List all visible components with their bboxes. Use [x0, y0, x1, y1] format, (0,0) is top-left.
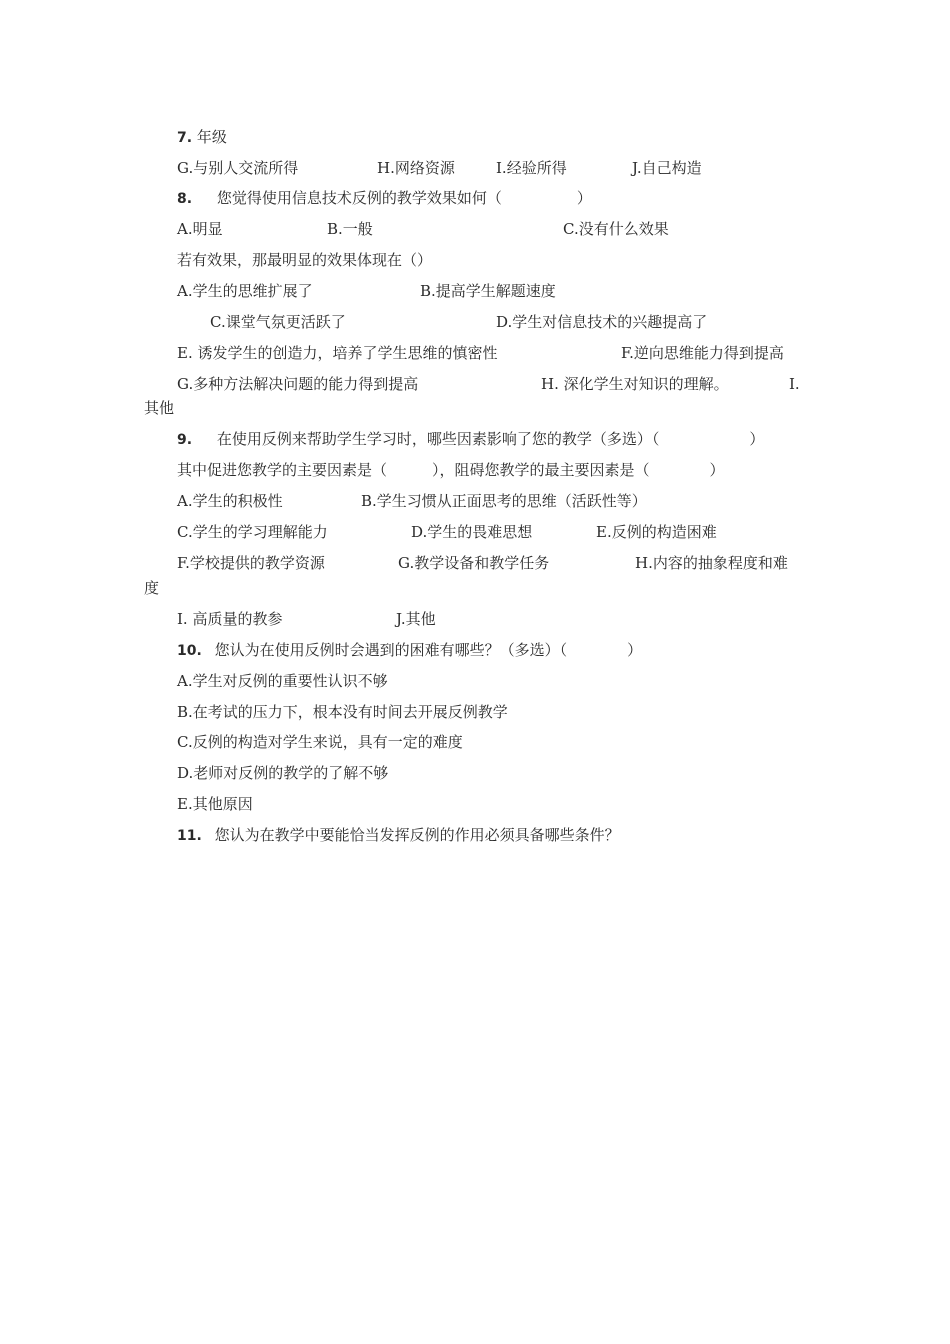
effect-f: F.逆向思维能力得到提高	[621, 344, 784, 362]
question-number: 10.	[177, 643, 202, 659]
option-7j: J.自己构造	[632, 159, 702, 177]
effect-e: E. 诱发学生的创造力，培养了学生思维的慎密性	[177, 344, 498, 362]
option-9j: J.其他	[396, 610, 436, 628]
followup-8: 若有效果，那最明显的效果体现在（）	[177, 251, 433, 269]
option-8b: B.一般	[327, 220, 373, 238]
effect-b: B.提高学生解题速度	[420, 282, 556, 300]
option-8a: A.明显	[177, 220, 223, 238]
question-9	[177, 429, 764, 450]
question-8	[177, 188, 592, 209]
question-7	[177, 127, 227, 148]
option-9h-wrap: 度	[144, 579, 160, 597]
option-7g: G.与别人交流所得	[177, 159, 299, 177]
option-7i: I.经验所得	[496, 159, 567, 177]
option-8c: C.没有什么效果	[563, 220, 669, 238]
option-9d: D.学生的畏难思想	[411, 523, 533, 541]
option-9h: H.内容的抽象程度和难	[635, 554, 788, 572]
option-9a: A.学生的积极性	[177, 492, 283, 510]
option-10a: A.学生对反例的重要性认识不够	[177, 672, 388, 690]
question-number: 7.	[177, 130, 193, 146]
option-9e: E.反例的构造困难	[596, 523, 717, 541]
question-text: 年级	[196, 128, 227, 146]
option-10b: B.在考试的压力下，根本没有时间去开展反例教学	[177, 703, 508, 721]
option-7h: H.网络资源	[377, 159, 455, 177]
option-9c: C.学生的学习理解能力	[177, 523, 328, 541]
question-text: 在使用反例来帮助学生学习时，哪些因素影响了您的教学（多选）（ ）	[216, 430, 765, 448]
effect-g: G.多种方法解决问题的能力得到提高	[177, 375, 419, 393]
effect-d: D.学生对信息技术的兴趣提高了	[496, 313, 708, 331]
effect-c: C.课堂气氛更活跃了	[210, 313, 346, 331]
question-text: 您觉得使用信息技术反例的教学效果如何（ ）	[216, 189, 592, 207]
question-number: 11.	[177, 828, 202, 844]
option-10d: D.老师对反例的教学的了解不够	[177, 764, 389, 782]
question-number: 9.	[177, 432, 193, 448]
option-9g: G.教学设备和教学任务	[398, 554, 550, 572]
question-text: 您认为在教学中要能恰当发挥反例的作用必须具备哪些条件？	[214, 826, 620, 844]
effect-a: A.学生的思维扩展了	[177, 282, 313, 300]
followup-9: 其中促进您教学的主要因素是（ ），阻碍您教学的最主要因素是（ ）	[177, 461, 725, 479]
option-9b: B.学生习惯从正面思考的思维（活跃性等）	[361, 492, 647, 510]
question-number: 8.	[177, 191, 193, 207]
question-text: 您认为在使用反例时会遇到的困难有哪些？（多选）（ ）	[214, 641, 643, 659]
effect-i: I.	[789, 375, 800, 393]
option-10c: C.反例的构造对学生来说，具有一定的难度	[177, 733, 463, 751]
question-10	[177, 640, 642, 661]
option-10e: E.其他原因	[177, 795, 253, 813]
effect-i-wrap: 其他	[144, 399, 175, 417]
question-11	[177, 825, 620, 846]
effect-h: H. 深化学生对知识的理解。	[541, 375, 729, 393]
option-9f: F.学校提供的教学资源	[177, 554, 325, 572]
option-9i: I. 高质量的教参	[177, 610, 283, 628]
